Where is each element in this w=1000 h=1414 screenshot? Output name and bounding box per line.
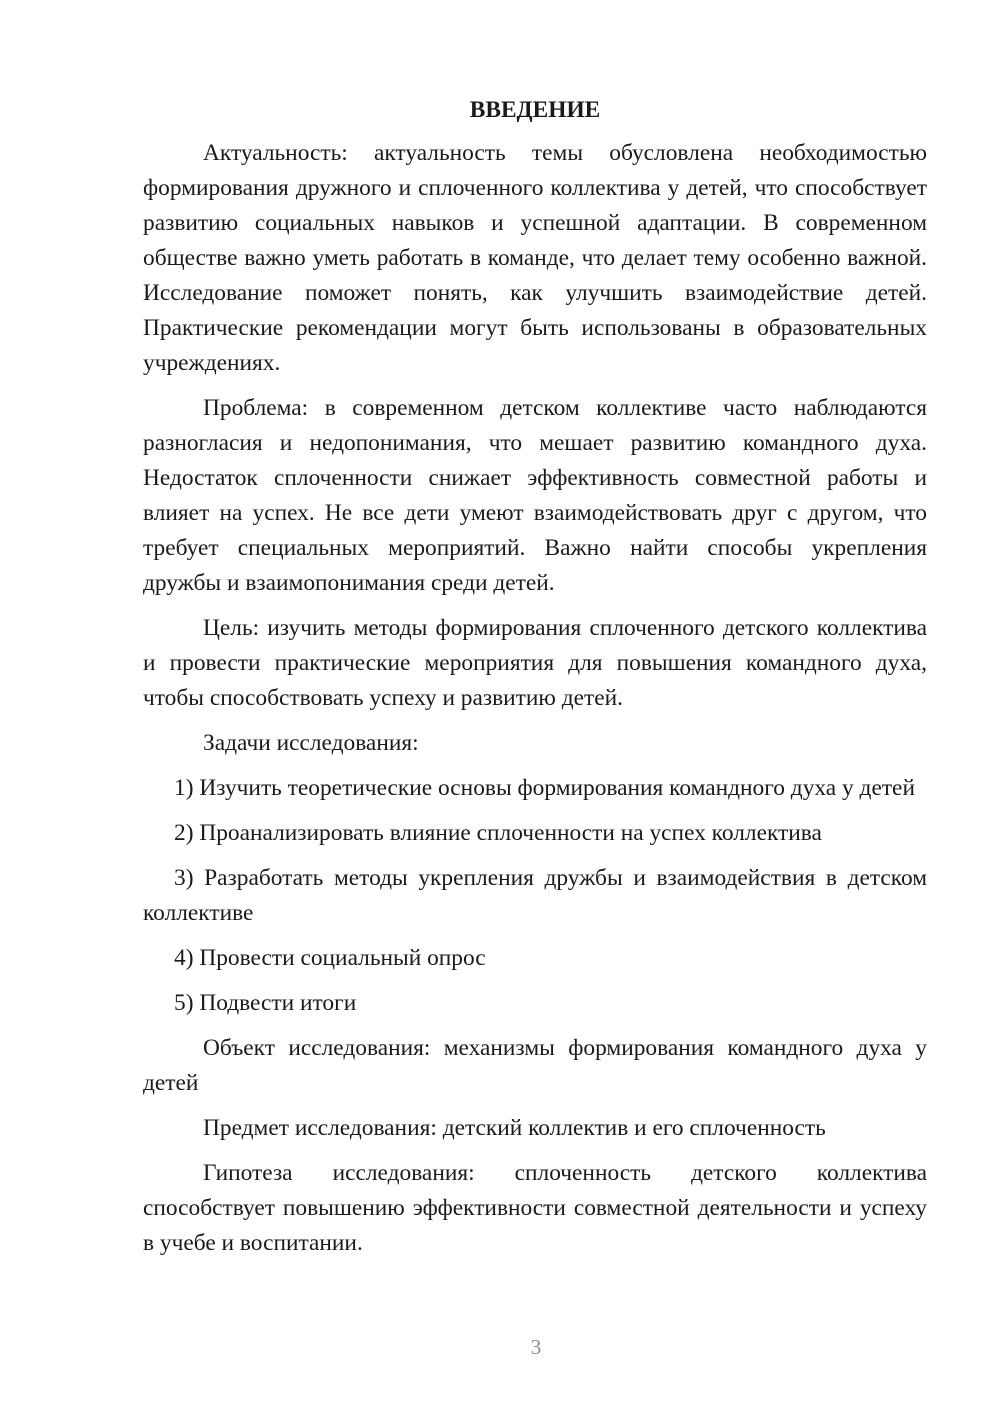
paragraph-subject: Предмет исследования: детский коллектив и его сплоченность	[203, 1115, 826, 1141]
task-item-5: 5) Подвести итоги	[174, 990, 357, 1016]
task-item-3: 3) Разработать методы укрепления дружбы и взаимодействия в детском коллективе	[143, 865, 927, 926]
paragraph-goal: Цель: изучить методы формирования сплоченного детского коллектива и провести практические мероприятия для повышения командного духа, чтобы способствовать успеху и развитию детей.	[143, 615, 927, 711]
page-number: 3	[530, 1335, 542, 1359]
section-title: ВВЕДЕНИЕ	[469, 97, 601, 123]
tasks-heading: Задачи исследования:	[203, 730, 419, 756]
page-content	[143, 93, 927, 1271]
task-item-4: 4) Провести социальный опрос	[174, 945, 486, 971]
paragraph-problem: Проблема: в современном детском коллективе часто наблюдаются разногласия и недопонимания, что мешает развитию командного духа. Недостаток сплоченности снижает эффективность совместной работы и влияет на успех. Не все дети умеют взаимодействовать друг с другом, что требует специальных мероприятий. Важно найти способы укрепления дружбы и взаимопонимания среди детей.	[143, 395, 927, 596]
paragraph-object: Объект исследования: механизмы формирования командного духа у детей	[143, 1035, 927, 1096]
task-item-2: 2) Проанализировать влияние сплоченности на успех коллектива	[174, 820, 822, 846]
paragraph-relevance: Актуальность: актуальность темы обусловлена необходимостью формирования дружного и сплоченного коллектива у детей, что способствует развитию социальных навыков и успешной адаптации. В современном обществе важно уметь работать в команде, что делает тему особенно важной. Исследование поможет понять, как улучшить взаимодействие детей. Практические рекомендации могут быть использованы в образовательных учреждениях.	[143, 140, 927, 376]
paragraph-hypothesis: Гипотеза исследования: сплоченность детского коллектива способствует повышению эффективности совместной деятельности и успеху в учебе и воспитании.	[143, 1160, 927, 1256]
task-item-1: 1) Изучить теоретические основы формирования командного духа у детей	[174, 775, 915, 801]
